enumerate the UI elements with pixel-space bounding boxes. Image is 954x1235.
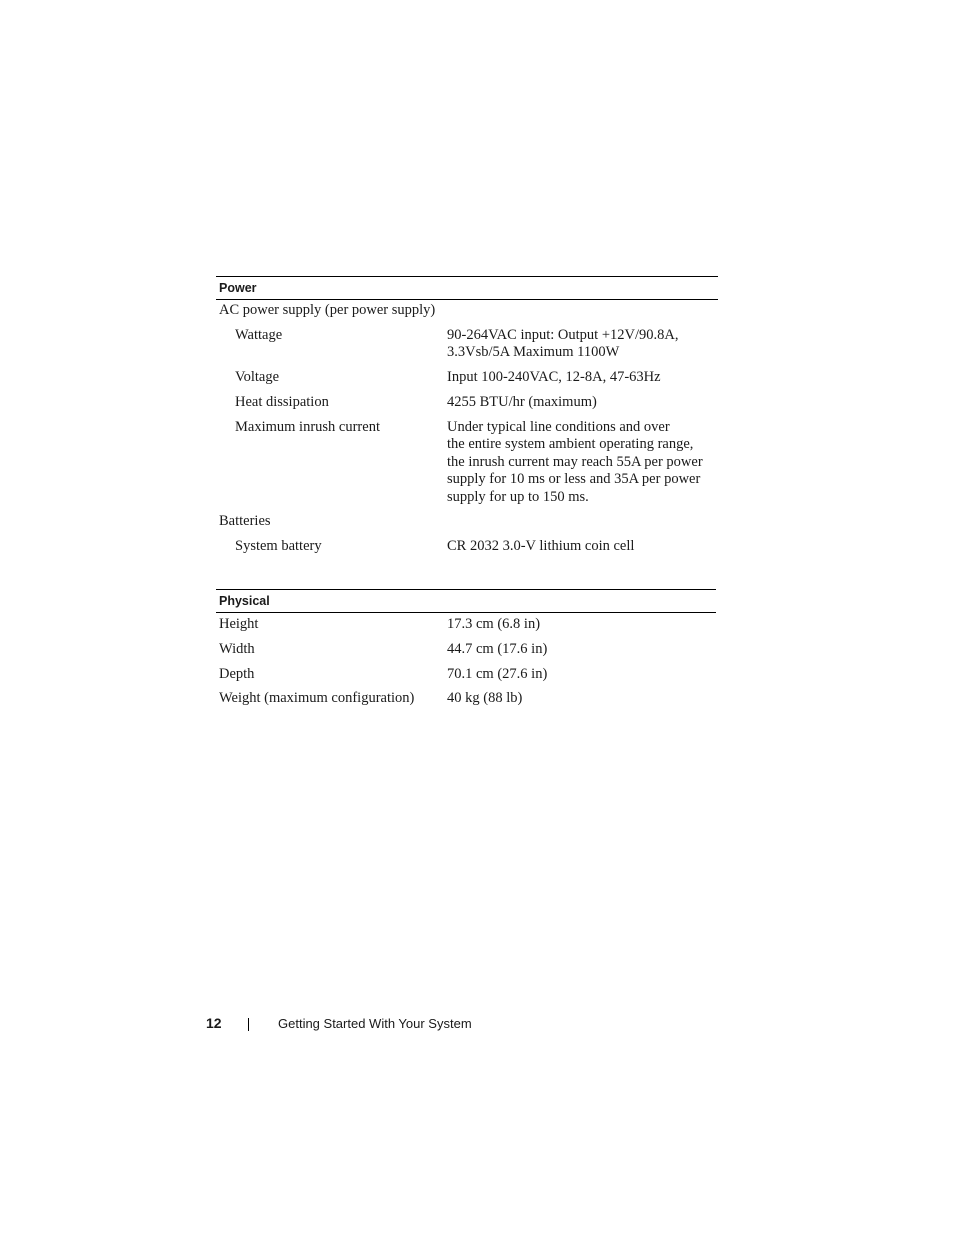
inrush-value-line: supply for 10 ms or less and 35A per power bbox=[447, 471, 701, 488]
system-battery-label: System battery bbox=[235, 538, 322, 554]
power-heading: Power bbox=[216, 276, 718, 300]
inrush-value-line: the inrush current may reach 55A per power bbox=[447, 453, 703, 470]
wattage-value-line: 90-264VAC input: Output +12V/90.8A, bbox=[447, 327, 679, 343]
depth-label: Depth bbox=[219, 666, 255, 682]
wattage-value-line: 3.3Vsb/5A Maximum 1100W bbox=[447, 344, 620, 361]
width-value: 44.7 cm (17.6 in) bbox=[447, 641, 548, 657]
system-battery-value: CR 2032 3.0-V lithium coin cell bbox=[447, 538, 635, 554]
depth-value: 70.1 cm (27.6 in) bbox=[447, 666, 548, 682]
physical-spec-table bbox=[216, 589, 716, 706]
footer-title: Getting Started With Your System bbox=[278, 1016, 472, 1031]
weight-value: 40 kg (88 lb) bbox=[447, 690, 523, 706]
inrush-value-line: Under typical line conditions and over bbox=[447, 419, 670, 435]
wattage-label: Wattage bbox=[235, 327, 283, 343]
wattage-value bbox=[447, 327, 717, 362]
page-number: 12 bbox=[206, 1015, 222, 1031]
footer-divider bbox=[248, 1018, 249, 1031]
voltage-label: Voltage bbox=[235, 369, 280, 385]
physical-heading: Physical bbox=[216, 589, 716, 613]
inrush-current-value bbox=[447, 419, 717, 506]
heat-dissipation-value: 4255 BTU/hr (maximum) bbox=[447, 394, 597, 410]
width-label: Width bbox=[219, 641, 255, 657]
batteries-label: Batteries bbox=[219, 513, 271, 529]
weight-label: Weight (maximum configuration) bbox=[219, 690, 415, 706]
height-value: 17.3 cm (6.8 in) bbox=[447, 616, 541, 632]
inrush-value-line: supply for up to 150 ms. bbox=[447, 488, 589, 505]
page-footer bbox=[0, 1014, 954, 1036]
inrush-value-line: the entire system ambient operating range, bbox=[447, 436, 694, 453]
heat-dissipation-label: Heat dissipation bbox=[235, 394, 329, 410]
inrush-current-label: Maximum inrush current bbox=[235, 419, 380, 435]
height-label: Height bbox=[219, 616, 259, 632]
ac-power-supply-label: AC power supply (per power supply) bbox=[219, 302, 436, 318]
power-spec-table bbox=[216, 276, 718, 554]
voltage-value: Input 100-240VAC, 12-8A, 47-63Hz bbox=[447, 369, 661, 385]
